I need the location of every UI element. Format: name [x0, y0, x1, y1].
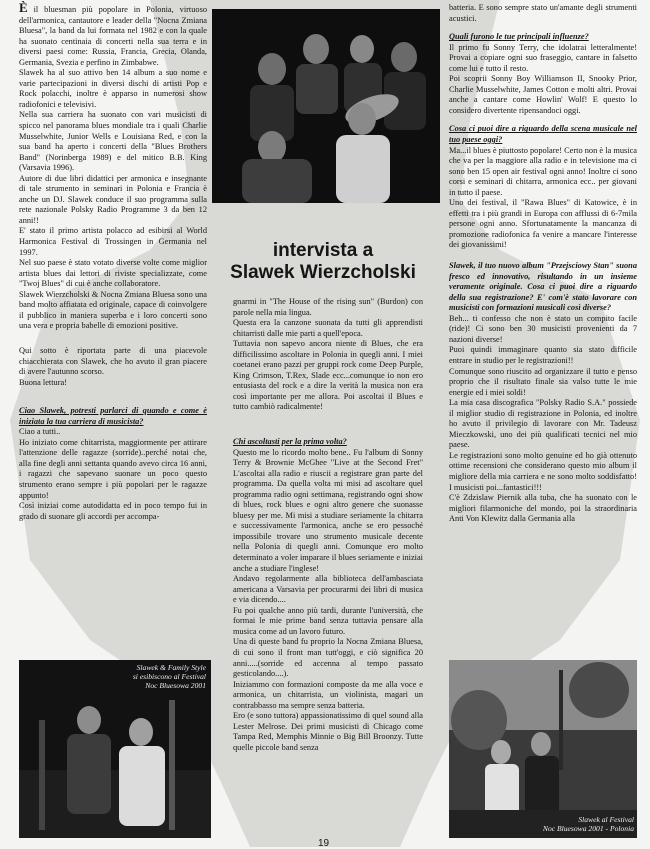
answer-3-paragraph-2: Poi scoprii Sonny Boy Williamson II, Snooky Prior, Charlie Musselwhite, James Cotton e molti altri. Provai anche a cantare come Howlin' Wolf! E questo lo considero divertente ripensandoci oggi. [449, 74, 637, 115]
question-3: Quali furono le tue principali influenze? [449, 32, 589, 42]
festival-caption-line-2: Noc Bluesowa 2001 - Polonia [542, 824, 634, 833]
title-line-1: intervista a [272, 240, 374, 261]
answer-2-paragraph-2: Andavo regolarmente alla biblioteca dell'ambasciata americana a Varsavia per procurarmi dei libri di musica e via dicendo.... [233, 574, 423, 605]
answer-2-paragraph-1: Questo me lo ricordo molto bene.. Fu l'album di Sonny Terry & Brownie McGhee "Live at the Second Fret" L'ascoltai alla radio e riuscii a registrare gran parte del programma. Da quella volta mi misi ad ascoltare quel programma radio ogni settimana, registrando ogni show di blues, rock blues e ogni altro genere che suonasse bluesy per me. Mi misi a studiare seriamente la chitarra e successivamente l'armonica, anche se ero pessoché impossibile trovare uno strumento musicale decente nella Polonia di quegli anni. Comunque ero molto determinato a voler imparare il blues seriamente e iniziai anche a studiare l'inglese! [233, 447, 423, 573]
question-1: Ciao Slawek, potresti parlarci di quando e come è iniziata la tua carriera di musicista? [19, 406, 207, 426]
right-paragraph-1: batteria. E sono sempre stato un'amante degli strumenti acustici. [449, 3, 637, 23]
intro-paragraph-6: Nel suo paese è stato votato diverse volte come miglior artista blues dai lettori di riviste specializzate, come "Twoj Blues" di cui è anche collaboratore. [19, 258, 207, 289]
answer-4-paragraph-2: Uno dei festival, il "Rawa Blues" di Katowice, è in effetti tra i più grandi in Europa con afflussi di 6-7mila persone ogni anno. Sfortunatamente la mancanza di promozione radiofonica fa venire a mancare l'interesse dei giovanissimi! [449, 198, 637, 250]
page-number: 19 [318, 838, 330, 849]
answer-5-paragraph-5: Le registrazioni sono molto genuine ed ho già ottenuto ottime recensioni che considerano questo mio album il migliore della mia carriera e ne sono molto soddisfatto! I musicisti poi...fantastici!!! [449, 450, 637, 492]
family-caption-line-2: si esibiscono al Festival [132, 672, 206, 681]
mid-paragraph-1: gnarmi in "The House of the rising sun" (Burdon) con parole nella mia lingua. [233, 297, 423, 317]
reading-wish: Buona lettura! [19, 377, 67, 387]
answer-5-paragraph-3: Comunque sono riuscito ad organizzare il tutto e penso proprio che il risultato finale sia valso tutte le mie energie ed i miei soldi! [449, 366, 637, 397]
intro-paragraph-3: Nella sua carriera ha suonato con vari musicisti di spicco nel panorama blues mondiale tra i quali Charlie Musselwhite, Junior Wells e Louisiana Red, e con la sua band ha aperto i concerti della "Blues Brothers Band" (Norinberga 1989) e del mitico B.B. King (Varsavia 1996). [19, 110, 207, 173]
answer-1-paragraph-2: Ho iniziato come chitarrista, maggiormente per attirare l'attenzione delle ragazze (sorride)..perché notai che, alla fine degli anni settanta quando avevo circa 16 anni, i ragazzi che sapevano suonare un poco questo strumento erano sempre i più popolari per le ragazze appunto! [19, 437, 207, 500]
left-column [19, 0, 207, 522]
right-column [449, 3, 637, 525]
answer-5-paragraph-4: La mia casa discografica "Polsky Radio S.A." possiede il miglior studio di registrazione in Polonia, ed inoltre ho avuto il privilegio di lavorare con Mr. Tadeusz Mieczkowski, uno dei più qualificati tecnici nel mio paese. [449, 398, 637, 450]
family-caption-line-1: Slawek & Family Style [136, 663, 206, 672]
festival-caption-line-1: Slawek al Festival [578, 815, 634, 824]
answer-1-line-1: Ciao a tutti.. [19, 427, 61, 437]
answer-4-paragraph-1: Ma...il blues è piuttosto popolare! Certo non è la musica che va per la maggiore alla radio e in televisione ma ci sono ben 15 open air festival ogni anno! Inoltre ci sono corsi e seminari di chitarra, armonica ecc.. per giovani in tutto il paese. [449, 145, 637, 197]
intro-paragraph-2: Slawek ha al suo attivo ben 14 album a suo nome e varie partecipazioni in diversi dischi di artisti Pop e Rock polacchi, inoltre è apparso in numerosi show radiofonici e televisivi. [19, 68, 207, 109]
drop-cap: È [19, 0, 28, 15]
article-title [218, 240, 428, 284]
question-4: Cosa ci puoi dire a riguardo della scena musicale nel tuo paese oggi? [449, 124, 637, 145]
mid-paragraph-3: Tuttavia non sapevo ancora niente di Blues, che era difficilissimo ascoltare in Polonia in quegli anni. I miei coetanei erano pazzi per gruppi rock come Deep Purple, King Crimson, T.Rex, Slade ecc...comunque io non ero entusiasta del rock e a dire la verità la musica non era così importante per me allora. Poi ascoltai il Blues e tutto cambiò radicalmente! [233, 339, 423, 412]
intro-paragraph-1 [19, 0, 207, 68]
family-caption-line-3: Noc Bluesowa 2001 [145, 681, 206, 690]
answer-2-paragraph-5: Iniziammo con formazioni composte da me alla voce e armonica, un chitarrista, un violinista, magari un contrabbasso ma sempre senza batteria. [233, 679, 423, 710]
answer-2-paragraph-3: Fu poi qualche anno più tardi, durante l'università, che formai le mie prime band senza tuttavia pensare alla musica come ad un lavoro futuro. [233, 605, 423, 636]
answer-2-paragraph-6: Ero (e sono tuttora) appassionatissimo di quel sound alla Lester Melrose. Dei primi musicisti di Chicago come Tampa Red, Memphis Minnie o Big Bill Broonzy. Tutte quelle piccole band senza [233, 711, 423, 752]
answer-3-paragraph-1: Il primo fu Sonny Terry, che idolatrai letteralmente! Provai a copiare ogni suo fraseggio, cantare in falsetto come lui e tutto il resto. [449, 42, 637, 73]
mid-paragraph-2: Questa era la canzone suonata da tutti gli apprendisti chitarristi dalle mie parti a quell'epoca. [233, 318, 423, 338]
intro-paragraph-5: E' stato il primo artista polacco ad esibirsi al World Harmonica Festival di Trossingen in Germania nel 1997. [19, 226, 207, 257]
answer-5-paragraph-1: Beh... ti confesso che non è stato un compito facile (ride)! Ci sono ben 30 musicisti provenienti da 7 nazioni diverse! [449, 313, 637, 344]
answer-1-paragraph-3: Così iniziai come autodidatta ed in poco tempo fui in grado di suonare gli accordi per accompa- [19, 501, 207, 521]
answer-2-paragraph-4: Una di queste band fu proprio la Nocna Zmiana Bluesa, di cui sono il front man tutt'oggi, e ciò significa 20 anni.....(sorride ed accenna al tempo passato gesticolando....). [233, 637, 423, 679]
intro-paragraph-7: Slawek Wierzcholski & Nocna Zmiana Bluesa sono una band molto affiatata ed originale, capace di coinvolgere il pubblico in maniera superba e i loro concerti sono una vera e propria babelle di emozioni positive. [19, 289, 207, 331]
middle-column [233, 297, 423, 753]
family-style-caption [80, 663, 206, 690]
question-5: Slawek, il tuo nuovo album "Przejsciowy Stan" suona fresco ed innovativo, risultando in un insieme veramente originale. Cosa ci puoi dire a riguardo della sua registrazione? E' com'è stato lavorare con musicisti con formazioni musicali così diverse? [449, 261, 637, 313]
title-line-2: Slawek Wierzcholski [230, 262, 416, 283]
intro-paragraph-4: Autore di due libri didattici per armonica e insegnante di tale strumento in seminari in Polonia e Francia è anche un DJ. Slawek conduce il suo programma sulla rete nazionale Polsky Radio Programme 3 da ben 12 anni!! [19, 173, 207, 225]
answer-5-paragraph-2: Puoi quindi immaginare quanto sia stato difficile entrare in studio per le registrazioni!! [449, 345, 637, 365]
answer-5-paragraph-6: C'è Zdzislaw Piernik alla tuba, che ha suonato con le migliori filarmoniche del mondo, poi la straordinaria Anti Von Klewitz dalla Germania alla [449, 493, 637, 524]
closing-paragraph: Qui sotto è riportata parte di una piacevole chiacchierata con Slawek, che ho avuto il gran piacere di avere l'autunno scorso. [19, 345, 207, 377]
festival-caption [470, 815, 634, 833]
question-2: Chi ascoltasti per la prima volta? [233, 437, 347, 447]
intro-text-1: il bluesman più popolare in Polonia, virtuoso dell'armonica, cantautore e leader della "Nocna Zmiana Bluesa", la band da lui formata nel 1982 e con la quale ha suonato centinaia di concerti nella sua terra e in diversi paesi come: Russia, Francia, Grecia, Olanda, Germania, Svezia e perfino in Zimbabwe. [19, 5, 207, 67]
band-photo [212, 9, 440, 203]
festival-photo [449, 660, 637, 838]
